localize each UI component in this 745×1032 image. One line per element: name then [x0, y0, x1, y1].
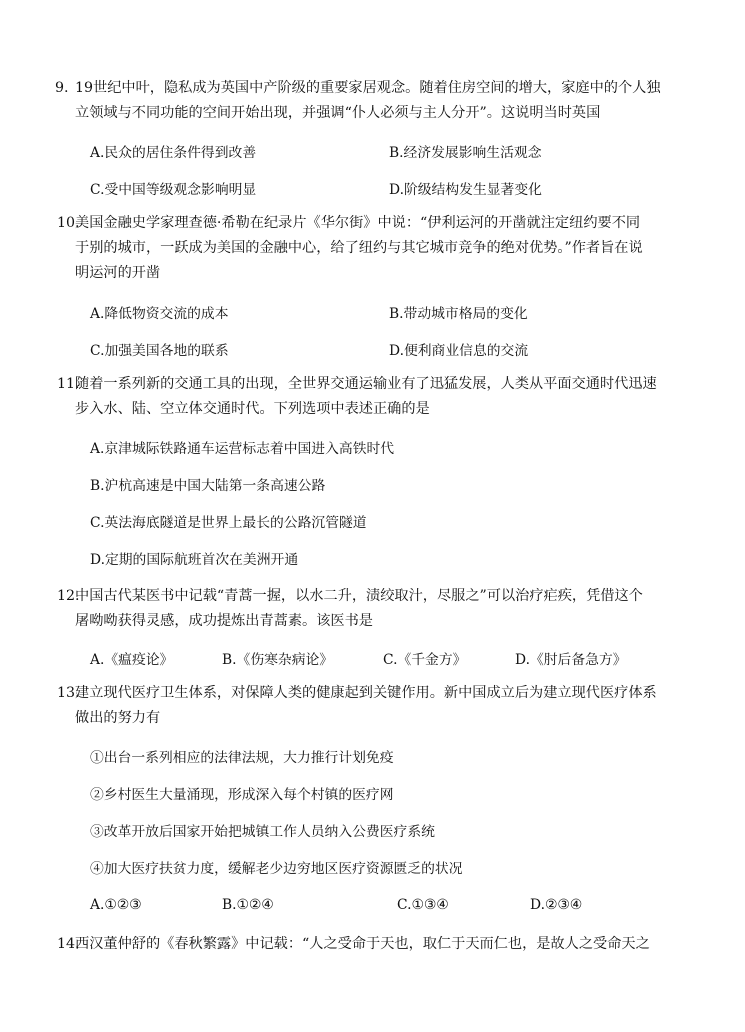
- option-a: A.①②③: [90, 897, 142, 913]
- question-number: 12.: [57, 588, 80, 604]
- option-a: A.降低物资交流的成本: [90, 306, 229, 322]
- option-a: A.民众的居住条件得到改善: [90, 145, 257, 161]
- option-b: B.①②④: [222, 897, 274, 913]
- option-d: D.《肘后备急方》: [515, 652, 627, 668]
- option-d: D.便利商业信息的交流: [389, 343, 529, 359]
- question-12: [57, 584, 675, 634]
- question-stem-line: 建立现代医疗卫生体系，对保障人类的健康起到关键作用。新中国成立后为建立现代医疗体系: [75, 685, 657, 701]
- option-b: B.带动城市格局的变化: [389, 306, 528, 322]
- question-number: 10.: [57, 215, 80, 231]
- option-a: A.《瘟疫论》: [90, 652, 174, 668]
- question-number: 13.: [57, 685, 80, 701]
- question-stem-line: 屠呦呦获得灵感，成功提炼出青蒿素。该医书是: [75, 613, 373, 629]
- question-stem-line: 明运河的开凿: [75, 265, 161, 281]
- option-d: D.定期的国际航班首次在美洲开通: [90, 552, 299, 568]
- option-b: B.《伤寒杂病论》: [222, 652, 334, 668]
- question-number: 14.: [57, 936, 80, 952]
- statement-item: ③改革开放后国家开始把城镇工作人员纳入公费医疗系统: [90, 824, 435, 840]
- question-stem-line: 19世纪中叶，隐私成为英国中产阶级的重要家居观念。随着住房空间的增大，家庭中的个人独: [75, 80, 661, 96]
- question-9: [55, 76, 675, 126]
- option-c: C.《千金方》: [383, 652, 467, 668]
- statement-item: ②乡村医生大量涌现，形成深入每个村镇的医疗网: [90, 787, 394, 803]
- option-b: B.沪杭高速是中国大陆第一条高速公路: [90, 478, 326, 494]
- question-number: 11.: [57, 376, 80, 392]
- option-a: A.京津城际铁路通车运营标志着中国进入高铁时代: [90, 441, 395, 457]
- option-d: D.阶级结构发生显著变化: [389, 182, 542, 198]
- question-14: [57, 932, 675, 957]
- question-stem-line: 做出的努力有: [75, 710, 161, 726]
- statement-item: ④加大医疗扶贫力度，缓解老少边穷地区医疗资源匮乏的状况: [90, 861, 463, 877]
- option-b: B.经济发展影响生活观念: [389, 145, 542, 161]
- option-c: C.加强美国各地的联系: [90, 343, 229, 359]
- question-10: [57, 211, 675, 286]
- question-11: [57, 372, 675, 422]
- question-stem-line: 立领域与不同功能的空间开始出现，并强调“仆人必须与主人分开”。这说明当时英国: [75, 105, 601, 121]
- question-stem-line: 随着一系列新的交通工具的出现，全世界交通运输业有了迅猛发展，人类从平面交通时代迅速: [75, 376, 657, 392]
- question-stem-line: 于别的城市，一跃成为美国的金融中心，给了纽约与其它城市竞争的绝对优势。”作者旨在说: [75, 240, 643, 256]
- option-c: C.受中国等级观念影响明显: [90, 182, 257, 198]
- question-13: [57, 681, 675, 731]
- question-stem-line: 西汉董仲舒的《春秋繁露》中记载：“人之受命于天也，取仁于天而仁也，是故人之受命天之: [75, 936, 650, 952]
- question-stem-line: 美国金融史学家理查德·希勒在纪录片《华尔街》中说：“伊利运河的开凿就注定纽约要不同: [75, 215, 641, 231]
- option-d: D.②③④: [530, 897, 583, 913]
- option-c: C.①③④: [397, 897, 449, 913]
- question-number: 9.: [55, 80, 69, 96]
- statement-item: ①出台一系列相应的法律法规，大力推行计划免疫: [90, 750, 394, 766]
- question-stem-line: 步入水、陆、空立体交通时代。下列选项中表述正确的是: [75, 401, 430, 417]
- option-c: C.英法海底隧道是世界上最长的公路沉管隧道: [90, 515, 367, 531]
- question-stem-line: 中国古代某医书中记载“青蒿一握，以水二升，渍绞取汁，尽服之”可以治疗疟疾，凭借这个: [75, 588, 643, 604]
